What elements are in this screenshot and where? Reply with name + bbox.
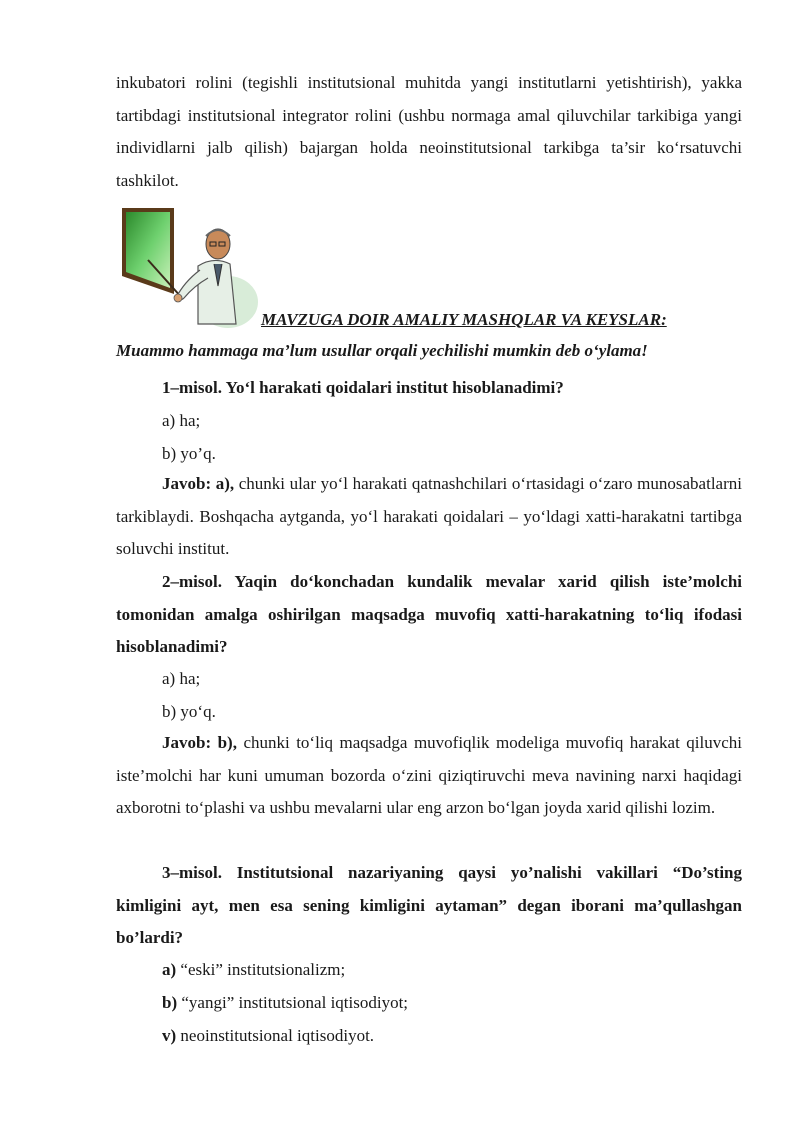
section-heading: MAVZUGA DOIR AMALIY MASHQLAR VA KEYSLAR:	[261, 310, 667, 329]
example1-answer-text: chunki ular yo‘l harakati qatnashchilari o‘rtasidagi o‘zaro munosabatlarni tarkiblaydi. Boshqacha aytganda, yo‘l harakati qoidalari – yo‘ldagi xatti-harakatni tartibga soluvchi institut.	[116, 474, 742, 559]
example3-question: 3–misol. Institutsional nazariyaning qaysi yo’nalishi vakillari “Do’sting kimligini ayt, men esa sening kimligini aytaman” degan iborani ma’qullashgan bo’lardi?	[116, 863, 742, 948]
example2-answer-label: Javob: b),	[162, 733, 237, 752]
example2-option-b: b) yo‘q.	[162, 702, 216, 721]
section-subtitle: Muammo hammaga ma’lum usullar orqali yechilishi mumkin deb o‘ylama!	[116, 341, 648, 360]
teacher-illustration	[118, 206, 260, 330]
example2-answer-text: chunki to‘liq maqsadga muvofiqlik modeliga muvofiq harakat qiluvchi iste’molchi har kuni umuman bozorda o‘zini qiziqtiruvchi meva navining narxi haqidagi axborotni to‘plashi va ushbu mevalarni ular eng arzon bo‘lgan joyda xarid qilishi lozim.	[116, 733, 743, 818]
example3-option-a: a) “eski” institutsionalizm;	[162, 960, 346, 979]
example1-answer	[116, 468, 742, 566]
intro-paragraph: inkubatori rolini (tegishli institutsional muhitda yangi institutlarni yetishtirish), yakka tartibdagi institutsional integrator rolini (ushbu normaga amal qiluvchilar tarkibiga yangi individlarni jalb qilish) bajargan holda neoinstitutsional tarkibga ta’sir ko‘rsatuvchi tashkilot.	[116, 73, 742, 190]
example3-option-v: v) neoinstitutsional iqtisodiyot.	[162, 1026, 375, 1045]
example1-question: 1–misol. Yo‘l harakati qoidalari institut hisoblanadimi?	[162, 378, 564, 397]
example1-answer-label: Javob: a),	[162, 474, 235, 493]
example2-question: 2–misol. Yaqin do‘konchadan kundalik mevalar xarid qilish iste’molchi tomonidan amalga oshirilgan maqsadga muvofiq xatti-harakatning to‘liq ifodasi hisoblanadimi?	[116, 572, 742, 657]
example2-answer	[116, 727, 742, 825]
example2-option-a: a) ha;	[162, 669, 201, 688]
example1-option-b: b) yo’q.	[162, 444, 216, 463]
example3-option-b: b) “yangi” institutsional iqtisodiyot;	[162, 993, 409, 1012]
example1-option-a: a) ha;	[162, 411, 201, 430]
